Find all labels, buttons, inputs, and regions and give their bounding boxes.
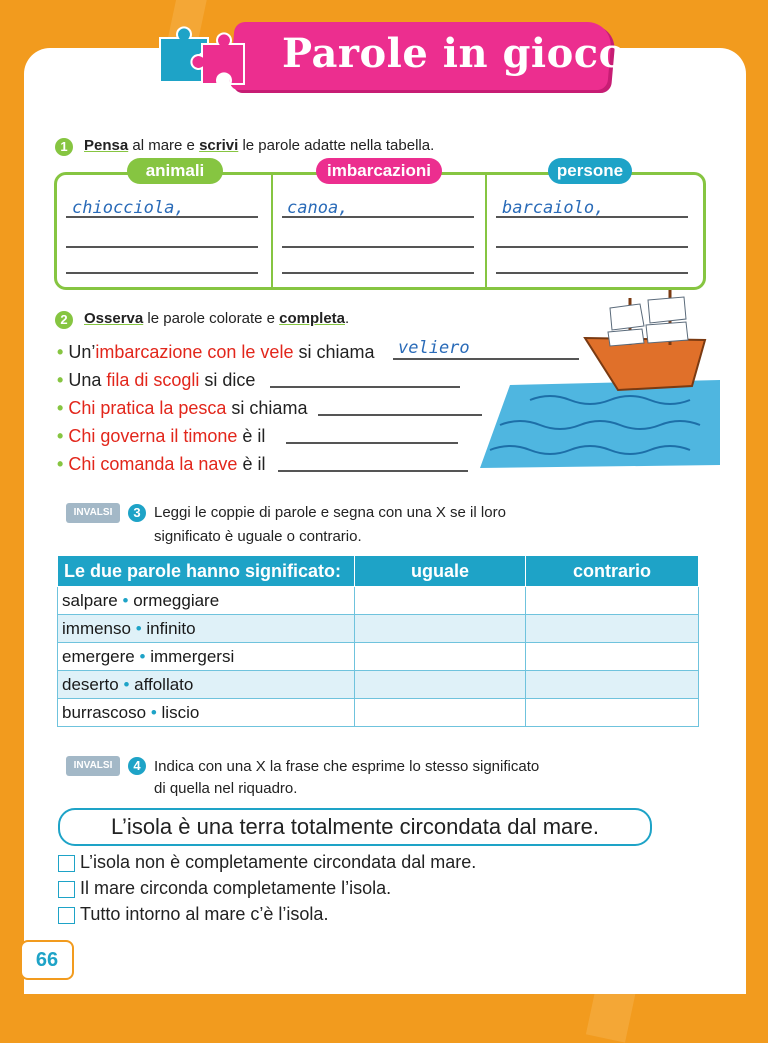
uguale-cell[interactable] xyxy=(355,615,526,643)
exercise-4-instruction-line1: Indica con una X la frase che esprime lo stesso significato xyxy=(154,758,540,775)
write-line[interactable] xyxy=(66,272,258,274)
completion-item: • Chi comanda la nave è il xyxy=(57,454,266,474)
column-header-animali: animali xyxy=(127,158,223,184)
column-header-imbarcazioni: imbarcazioni xyxy=(316,158,442,184)
exercise-1-number: 1 xyxy=(55,138,73,156)
contrario-cell[interactable] xyxy=(526,615,699,643)
option-text: Tutto intorno al mare c’è l’isola. xyxy=(80,904,329,924)
exercise-2-instruction: Osserva le parole colorate e completa. xyxy=(84,310,350,327)
table-row: emergere • immergersi xyxy=(58,643,699,671)
column-header: Le due parole hanno significato: xyxy=(58,556,355,587)
exercise-4-instruction-line2: di quella nel riquadro. xyxy=(154,780,298,797)
uguale-cell[interactable] xyxy=(355,643,526,671)
write-line[interactable] xyxy=(278,470,468,472)
uguale-cell[interactable] xyxy=(355,587,526,615)
completion-item: • Una fila di scogli si dice xyxy=(57,370,256,390)
uguale-cell[interactable] xyxy=(355,671,526,699)
completion-item: • Un’imbarcazione con le vele si chiama xyxy=(57,342,375,362)
reference-sentence: L’isola è una terra totalmente circondata dal mare. xyxy=(58,808,652,846)
invalsi-badge: INVALSI xyxy=(66,503,120,523)
table-row: salpare • ormeggiare xyxy=(58,587,699,615)
answer-imbarcazioni[interactable]: canoa, xyxy=(287,198,349,218)
table-row: deserto • affollato xyxy=(58,671,699,699)
contrario-cell[interactable] xyxy=(526,671,699,699)
answer-animali[interactable]: chiocciola, xyxy=(72,198,185,218)
answer-veliero[interactable]: veliero xyxy=(398,338,470,358)
exercise-3-instruction-line2: significato è uguale o contrario. xyxy=(154,528,362,545)
contrario-cell[interactable] xyxy=(526,643,699,671)
table-row: burrascoso • liscio xyxy=(58,699,699,727)
column-header-persone: persone xyxy=(548,158,632,184)
option-text: Il mare circonda completamente l’isola. xyxy=(80,878,392,898)
write-line[interactable] xyxy=(282,216,474,218)
puzzle-icon xyxy=(150,18,250,98)
write-line[interactable] xyxy=(496,246,688,248)
column-header-contrario: contrario xyxy=(526,556,699,587)
write-line[interactable] xyxy=(496,272,688,274)
contrario-cell[interactable] xyxy=(526,587,699,615)
contrario-cell[interactable] xyxy=(526,699,699,727)
exercise-3-instruction-line1: Leggi le coppie di parole e segna con una X se il loro xyxy=(154,504,506,521)
table-row: immenso • infinito xyxy=(58,615,699,643)
write-line[interactable] xyxy=(270,386,460,388)
write-line[interactable] xyxy=(496,216,688,218)
option-text: L’isola non è completamente circondata dal mare. xyxy=(80,852,477,872)
uguale-cell[interactable] xyxy=(355,699,526,727)
page-title: Parole in gioco xyxy=(282,30,626,77)
write-line[interactable] xyxy=(66,216,258,218)
completion-item: • Chi governa il timone è il xyxy=(57,426,266,446)
completion-item: • Chi pratica la pesca si chiama xyxy=(57,398,308,418)
invalsi-badge: INVALSI xyxy=(66,756,120,776)
exercise-2-number: 2 xyxy=(55,311,73,329)
answer-persone[interactable]: barcaiolo, xyxy=(502,198,605,218)
exercise-4-number: 4 xyxy=(128,757,146,775)
page-number: 66 xyxy=(20,940,74,980)
write-line[interactable] xyxy=(318,414,482,416)
exercise-3-number: 3 xyxy=(128,504,146,522)
exercise-1-instruction: Pensa al mare e scrivi le parole adatte nella tabella. xyxy=(84,137,435,154)
write-line[interactable] xyxy=(393,358,579,360)
column-header-uguale: uguale xyxy=(355,556,526,587)
write-line[interactable] xyxy=(286,442,458,444)
option-checkbox[interactable] xyxy=(58,881,75,898)
option-checkbox[interactable] xyxy=(58,907,75,924)
write-line[interactable] xyxy=(282,246,474,248)
option-checkbox[interactable] xyxy=(58,855,75,872)
write-line[interactable] xyxy=(282,272,474,274)
write-line[interactable] xyxy=(66,246,258,248)
ship-sea-illustration xyxy=(470,290,728,470)
meaning-table xyxy=(57,555,699,727)
